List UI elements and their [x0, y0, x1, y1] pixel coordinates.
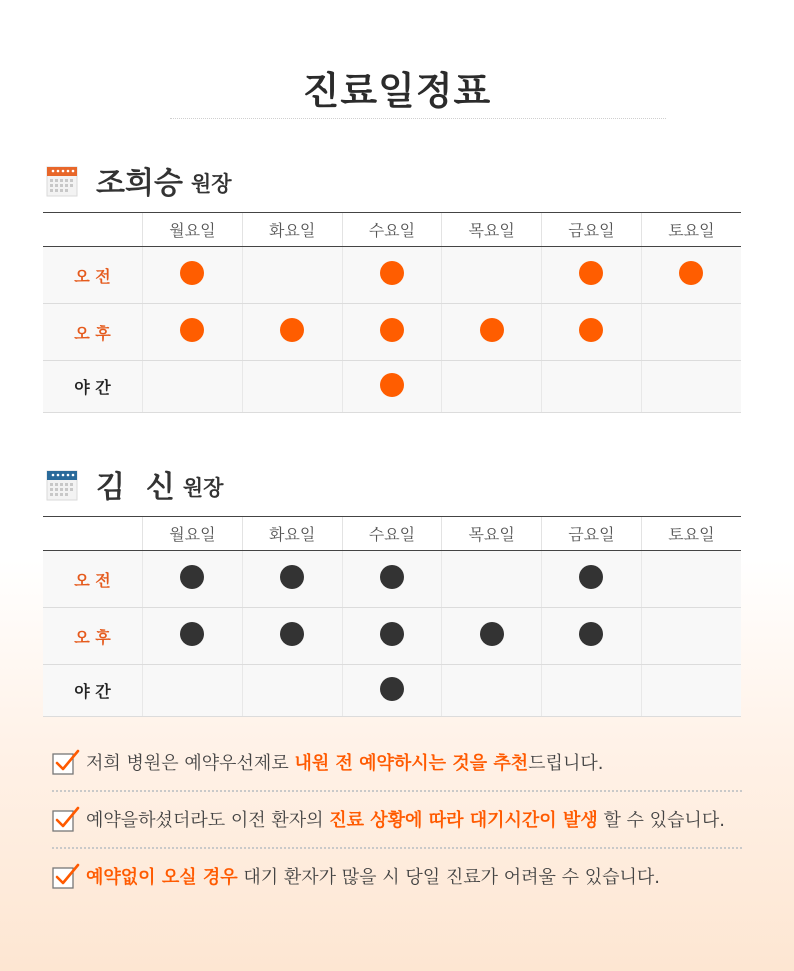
- available-dot: [180, 318, 204, 342]
- schedule-cell: [242, 665, 342, 717]
- schedule-cell: [641, 551, 741, 608]
- note-text: [86, 806, 725, 832]
- day-header: 월요일: [143, 213, 243, 247]
- day-header: 수요일: [342, 213, 442, 247]
- day-header: 금요일: [542, 517, 642, 551]
- table-header-row: [43, 517, 741, 551]
- schedule-cell: [342, 247, 442, 304]
- available-dot: [280, 565, 304, 589]
- schedule-cell: [242, 608, 342, 665]
- doctor-header-2: [46, 464, 223, 504]
- available-dot: [280, 318, 304, 342]
- time-slot-label: 야 간: [43, 665, 143, 717]
- day-header: 토요일: [641, 213, 741, 247]
- schedule-cell: [542, 361, 642, 413]
- title-divider: [170, 118, 666, 119]
- header-blank: [43, 213, 143, 247]
- schedule-cell: [143, 665, 243, 717]
- schedule-cell: [143, 608, 243, 665]
- doctor-name: 조희승: [96, 166, 183, 201]
- schedule-row: [43, 304, 741, 361]
- schedule-table-1: [43, 212, 741, 413]
- available-dot: [380, 318, 404, 342]
- schedule-row: [43, 608, 741, 665]
- header-blank: [43, 517, 143, 551]
- note-text: [86, 863, 660, 889]
- checkbox-check-icon: [52, 749, 80, 775]
- day-header: 수요일: [342, 517, 442, 551]
- schedule-cell: [542, 247, 642, 304]
- note-text-segment: 할 수 있습니다.: [597, 810, 725, 831]
- schedule-cell: [641, 247, 741, 304]
- schedule-cell: [641, 665, 741, 717]
- schedule-cell: [442, 608, 542, 665]
- schedule-cell: [342, 304, 442, 361]
- available-dot: [180, 565, 204, 589]
- schedule-row: [43, 361, 741, 413]
- notes-list: [52, 742, 742, 913]
- schedule-row: [43, 247, 741, 304]
- note-highlight: 내원 전 예약하시는 것을 추천: [294, 753, 529, 774]
- schedule-cell: [542, 304, 642, 361]
- schedule-cell: [242, 304, 342, 361]
- schedule-cell: [442, 247, 542, 304]
- note-highlight: 진료 상황에 따라 대기시간이 발생: [329, 810, 598, 831]
- schedule-cell: [342, 665, 442, 717]
- schedule-cell: [442, 361, 542, 413]
- schedule-row: [43, 551, 741, 608]
- available-dot: [180, 622, 204, 646]
- day-header: 월요일: [143, 517, 243, 551]
- day-header: 목요일: [442, 213, 542, 247]
- schedule-cell: [641, 608, 741, 665]
- time-slot-label: 오 후: [43, 608, 143, 665]
- available-dot: [380, 373, 404, 397]
- schedule-cell: [342, 551, 442, 608]
- checkbox-check-icon: [52, 806, 80, 832]
- schedule-cell: [342, 361, 442, 413]
- schedule-cell: [542, 608, 642, 665]
- available-dot: [480, 318, 504, 342]
- doctor-role: 원장: [190, 172, 232, 196]
- calendar-icon: [46, 163, 78, 197]
- schedule-cell: [641, 304, 741, 361]
- schedule-cell: [641, 361, 741, 413]
- schedule-cell: [542, 665, 642, 717]
- available-dot: [180, 261, 204, 285]
- time-slot-label: 오 전: [43, 247, 143, 304]
- table-header-row: [43, 213, 741, 247]
- checkbox-check-icon: [52, 863, 80, 889]
- schedule-cell: [442, 665, 542, 717]
- available-dot: [380, 565, 404, 589]
- note-highlight: 예약없이 오실 경우: [86, 867, 238, 888]
- doctor-name: 김 신: [96, 470, 175, 505]
- available-dot: [579, 318, 603, 342]
- day-header: 화요일: [242, 213, 342, 247]
- available-dot: [480, 622, 504, 646]
- schedule-cell: [143, 247, 243, 304]
- time-slot-label: 오 전: [43, 551, 143, 608]
- day-header: 금요일: [542, 213, 642, 247]
- schedule-row: [43, 665, 741, 717]
- available-dot: [380, 677, 404, 701]
- schedule-cell: [542, 551, 642, 608]
- note-text-segment: 예약을하셨더라도 이전 환자의: [86, 810, 330, 831]
- note-text-segment: 대기 환자가 많을 시 당일 진료가 어려울 수 있습니다.: [237, 867, 661, 888]
- schedule-cell: [442, 551, 542, 608]
- day-header: 토요일: [641, 517, 741, 551]
- schedule-cell: [442, 304, 542, 361]
- schedule-cell: [143, 551, 243, 608]
- time-slot-label: 오 후: [43, 304, 143, 361]
- doctor-role: 원장: [182, 476, 224, 500]
- note-text-segment: 저희 병원은 예약우선제로: [86, 753, 295, 774]
- note-item: [52, 799, 742, 839]
- time-slot-label: 야 간: [43, 361, 143, 413]
- doctor-header-1: [46, 160, 232, 200]
- day-header: 화요일: [242, 517, 342, 551]
- schedule-cell: [242, 361, 342, 413]
- schedule-cell: [143, 304, 243, 361]
- note-item: [52, 856, 742, 896]
- schedule-cell: [242, 247, 342, 304]
- available-dot: [679, 261, 703, 285]
- schedule-cell: [143, 361, 243, 413]
- available-dot: [579, 622, 603, 646]
- note-item: [52, 742, 742, 782]
- schedule-table-2: [43, 516, 741, 717]
- note-text-segment: 드립니다.: [528, 753, 604, 774]
- available-dot: [579, 565, 603, 589]
- available-dot: [579, 261, 603, 285]
- available-dot: [380, 261, 404, 285]
- note-text: [86, 749, 603, 775]
- schedule-cell: [242, 551, 342, 608]
- schedule-cell: [342, 608, 442, 665]
- calendar-icon: [46, 467, 78, 501]
- available-dot: [380, 622, 404, 646]
- page-title: 진료일정표: [302, 69, 492, 113]
- day-header: 목요일: [442, 517, 542, 551]
- available-dot: [280, 622, 304, 646]
